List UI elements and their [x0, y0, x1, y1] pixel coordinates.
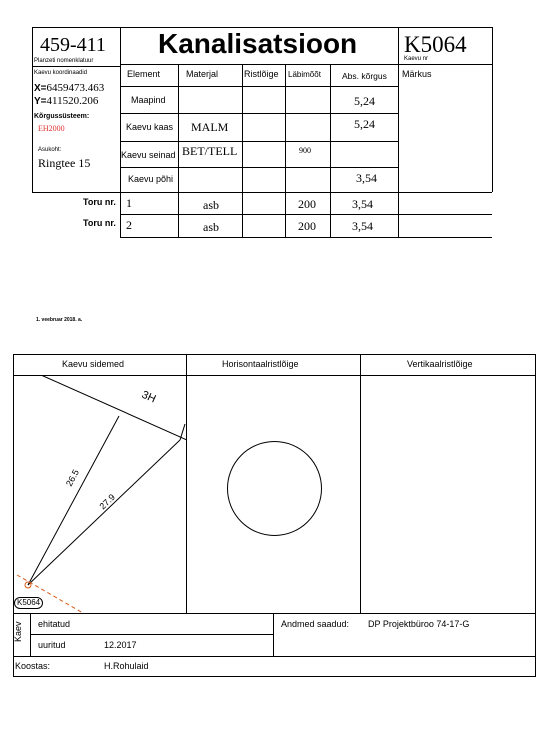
footer-mid-divider: [273, 613, 274, 656]
col-divider-1: [178, 64, 179, 237]
row-element: Kaevu põhi: [128, 174, 174, 184]
header-abs-height: Abs. kõrgus: [342, 71, 387, 81]
page-title: Kanalisatsioon: [158, 28, 358, 59]
x-prefix: X=: [34, 83, 47, 94]
source-value: DP Projektbüroo 74-17-G: [368, 619, 470, 629]
dimension-b-label: 27.9: [97, 492, 118, 512]
x-coordinate: 6459473.463: [46, 82, 105, 94]
built-label: ehitatud: [38, 619, 71, 629]
planzet-number: 459-411: [40, 34, 106, 56]
header-element: Element: [127, 69, 161, 79]
label-3h: 3H: [139, 388, 158, 406]
row-diameter: 900: [299, 146, 311, 155]
well-number: K5064: [404, 32, 467, 57]
y-coordinate: 411520.206: [46, 95, 99, 107]
card-left-border: [32, 27, 33, 192]
footer-bottom-divider: [13, 656, 535, 657]
footer-row-divider: [30, 634, 273, 635]
dimension-a-label: 26.5: [63, 467, 81, 488]
row-element: Maapind: [131, 95, 166, 105]
pipe-abs-height: 3,54: [352, 219, 373, 233]
row-divider-1: [120, 86, 398, 87]
header-diameter: Läbimõõt: [288, 70, 321, 79]
header-remark: Märkus: [402, 69, 432, 79]
side-label-kaev: Kaev: [13, 621, 23, 642]
date-note: 1. veebruar 2018. a.: [36, 317, 83, 323]
drawing-bottom-border: [13, 613, 535, 614]
header-divider: [120, 64, 398, 65]
panel-title-connections: Kaevu sidemed: [62, 359, 125, 369]
col-divider-0: [120, 27, 121, 237]
y-prefix: Y=: [34, 96, 47, 107]
pipe-abs-height: 3,54: [352, 197, 373, 211]
row-abs-height: 3,54: [356, 171, 377, 185]
author-label: Koostas:: [15, 661, 51, 671]
well-number-label: Kaevu nr: [404, 56, 429, 62]
header-material: Materjal: [186, 69, 219, 79]
horizontal-section-drawing: [226, 440, 323, 537]
col-divider-3: [285, 64, 286, 237]
height-system-value: EH2000: [38, 124, 65, 133]
row-divider-2: [120, 113, 398, 114]
card-bottom-left-border: [32, 192, 120, 193]
remark-header-divider: [398, 64, 492, 65]
boundary-line: [41, 375, 187, 440]
pipe-material: asb: [203, 198, 219, 212]
author-value: H.Rohulaid: [104, 661, 149, 671]
col-divider-2: [242, 64, 243, 237]
pipe-number: 2: [126, 218, 132, 232]
planzet-divider: [32, 66, 120, 67]
row-divider-4: [120, 167, 398, 168]
sheet-top-border: [13, 354, 535, 355]
pipe-number: 1: [126, 196, 132, 210]
source-label: Andmed saadud:: [281, 619, 350, 629]
row-divider-3: [120, 141, 398, 142]
card-right-border: [492, 27, 493, 192]
connections-drawing: [13, 375, 187, 613]
surveyed-label: uuritud: [38, 640, 66, 650]
well-circle: [228, 442, 322, 536]
row-divider-7: [120, 237, 492, 238]
pipe-label: Toru nr.: [83, 218, 116, 228]
dimension-line-b: [28, 440, 180, 585]
row-element: Kaevu kaas: [126, 122, 174, 132]
row-element: Kaevu seinad: [121, 150, 176, 160]
pipe-diameter: 200: [298, 197, 316, 211]
well-tag: K5064: [14, 597, 43, 609]
coord-label: Kaevu koordinaadid: [34, 70, 88, 76]
planzet-label: Planzeti nomenklatuur: [34, 58, 94, 64]
row-divider-6: [120, 214, 492, 215]
row-abs-height: 5,24: [354, 94, 375, 108]
header-cross-section: Ristlõige: [244, 69, 279, 79]
col-divider-4: [330, 64, 331, 237]
location-value: Ringtee 15: [38, 156, 91, 170]
location-label: Asukoht:: [38, 147, 62, 153]
surveyed-value: 12.2017: [104, 640, 137, 650]
panel-title-horizontal-section: Horisontaalristlõige: [222, 359, 299, 369]
panel-title-vertical-section: Vertikaalristlõige: [407, 359, 473, 369]
pipe-material: asb: [203, 220, 219, 234]
row-material: MALM: [191, 120, 229, 134]
col-divider-remark: [398, 27, 399, 237]
sheet-bottom-border: [13, 676, 535, 677]
sheet-right-border: [535, 354, 536, 677]
pipe-diameter: 200: [298, 219, 316, 233]
row-abs-height: 5,24: [354, 117, 375, 131]
height-system-label: Kõrgussüsteem:: [34, 113, 90, 120]
row-material: BET/TELL: [182, 144, 238, 158]
pipe-label: Toru nr.: [83, 197, 116, 207]
panel-divider-2: [360, 354, 361, 613]
row-divider-5: [120, 192, 492, 193]
